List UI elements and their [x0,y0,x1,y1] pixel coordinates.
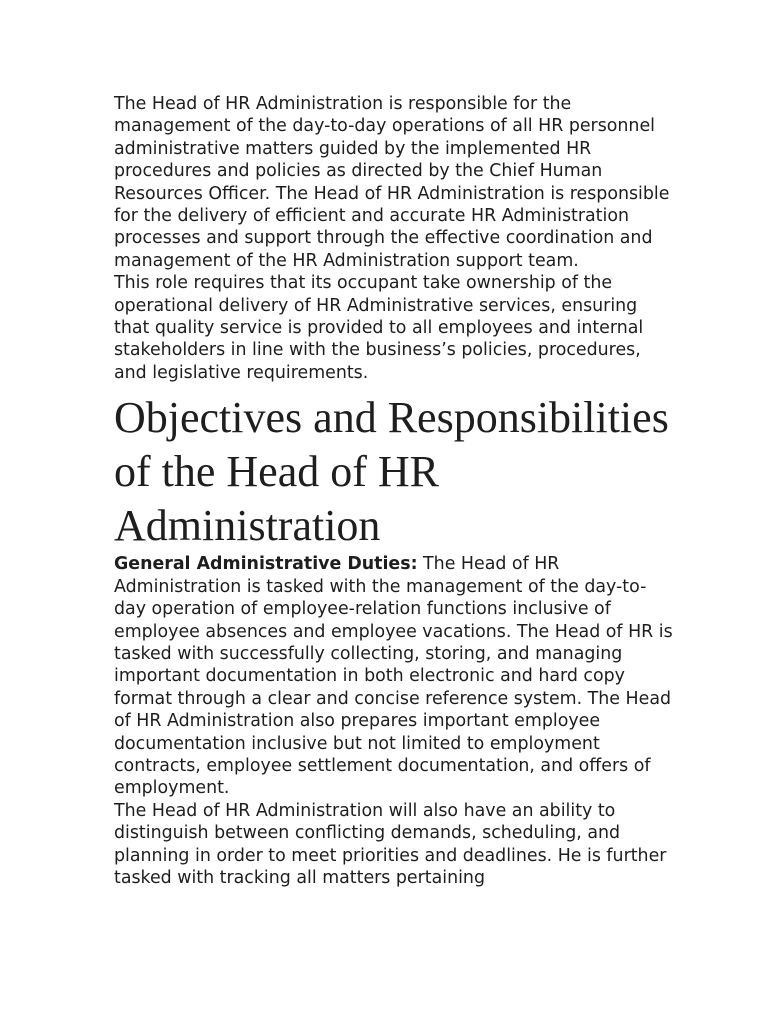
intro-paragraph-2: This role requires that its occupant take ownership of the operational delivery of HR Administrative services, ensuring that quality service is provided to all employees and internal stakeholders in line with the business’s policies, procedures, and legislative requirements. [114,273,644,383]
section-heading: Objectives and Responsibilities of the Head of HR Administration [114,393,669,551]
intro-paragraph-1: The Head of HR Administration is responsible for the management of the day-to-day operations of all HR personnel administrative matters guided by the implemented HR procedures and policies as directed by the Chief Human Resources Officer. The Head of HR Administration is responsible for the delivery of efficient and accurate HR Administration processes and support through the effective coordination and management of the HR Administration support team. [114,94,670,271]
duties-label: General Administrative Duties: [114,554,418,575]
duties-paragraph [114,553,674,799]
document-body [114,93,674,889]
closing-paragraph: The Head of HR Administration will also have an ability to distinguish between conflicting demands, scheduling, and planning in order to meet priorities and deadlines. He is further tasked with tracking all matters pertaining [114,800,667,888]
duties-text: The Head of HR Administration is tasked with the management of the day-to-day operation of employee-relation functions inclusive of employee absences and employee vacations. The Head of HR is tasked with successfully collecting, storing, and managing important documentation in both electronic and hard copy format through a clear and concise reference system. The Head of HR Administration also prepares important employee documentation inclusive but not limited to employment contracts, employee settlement documentation, and offers of employment. [114,554,673,799]
